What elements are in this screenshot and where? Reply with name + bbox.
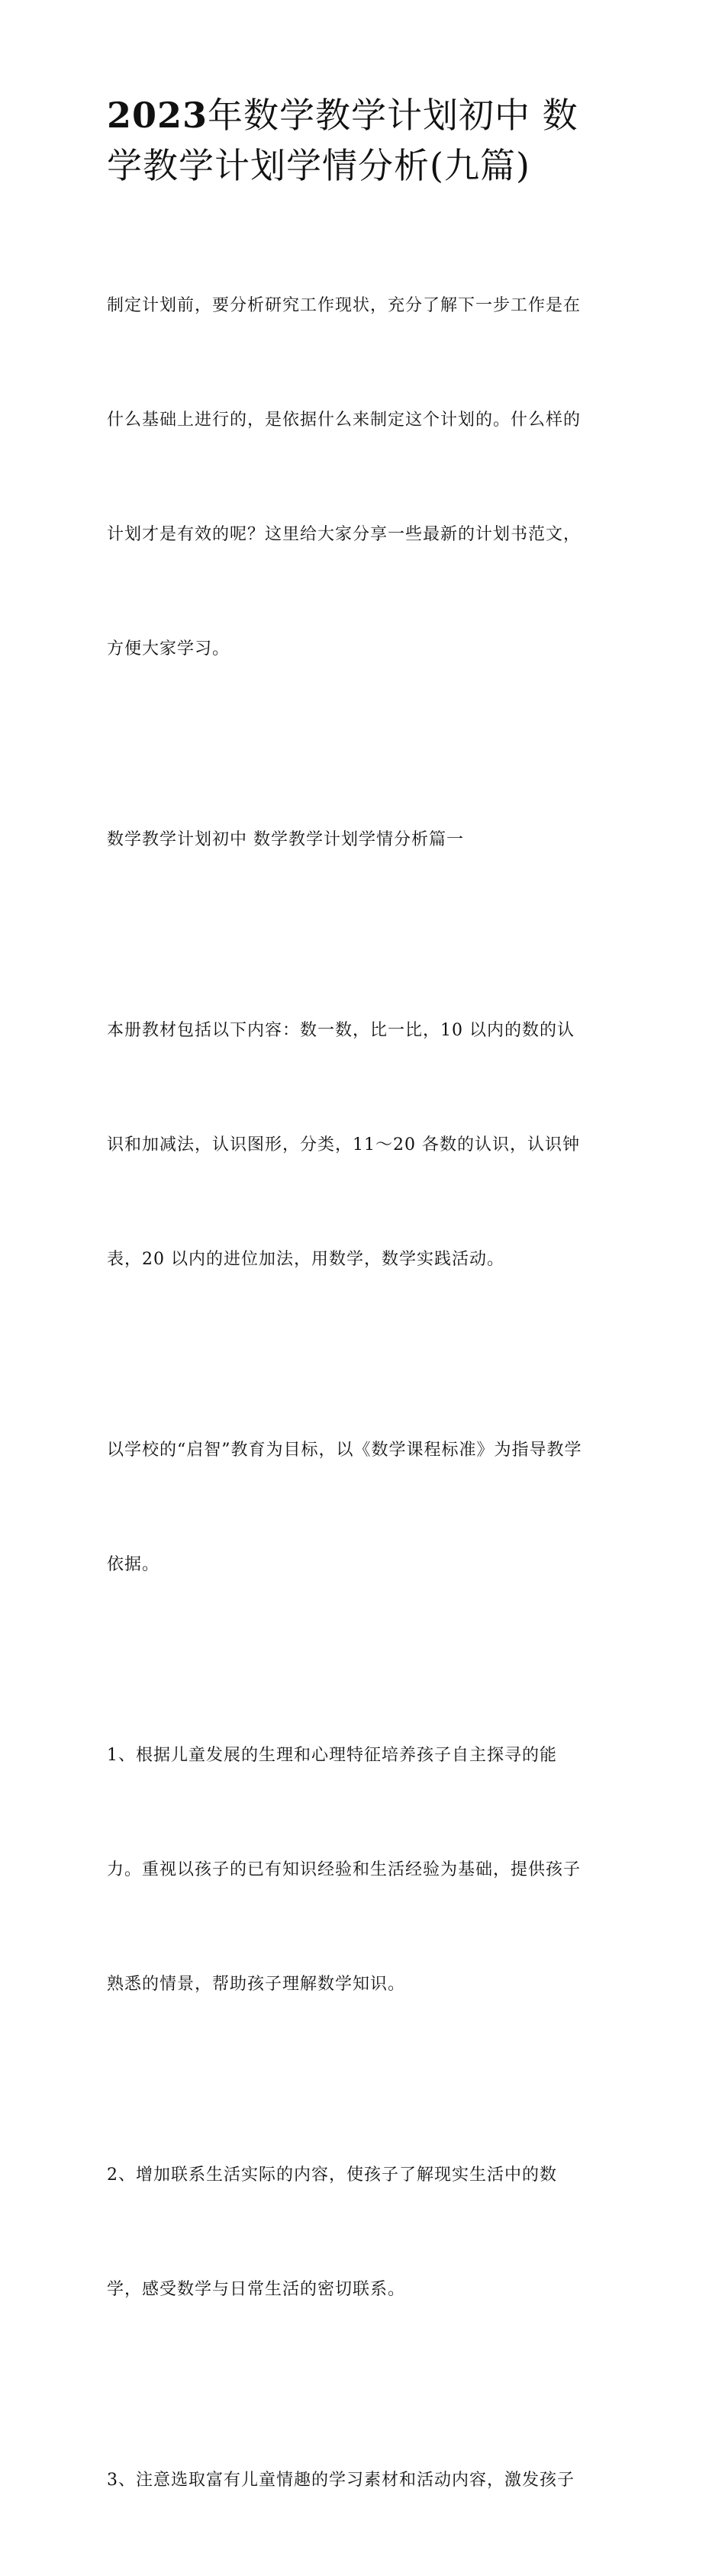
document-body (107, 211, 626, 2576)
text-line: 力。重视以孩子的已有知识经验和生活经验为基础，提供孩子 (107, 1860, 582, 1879)
title-line-2: 学教学计划学情分析(九篇) (107, 145, 530, 186)
list-item-2 (107, 2080, 626, 2385)
text-line: 3、注意选取富有儿童情趣的学习素材和活动内容，激发孩子 (107, 2471, 575, 2490)
document-title (107, 90, 626, 191)
text-line: 什么基础上进行的，是依据什么来制定这个计划的。什么样的 (107, 411, 582, 430)
text-line: 1、根据儿童发展的生理和心理特征培养孩子自主探寻的能 (107, 1746, 557, 1765)
content-paragraph (107, 935, 626, 1355)
text-line: 本册教材包括以下内容：数一数，比一比，10 以内的数的认 (107, 1021, 575, 1040)
text-line: 学，感受数学与日常生活的密切联系。 (107, 2280, 406, 2299)
text-line: 计划才是有效的呢？这里给大家分享一些最新的计划书范文， (107, 525, 582, 544)
list-item-3 (107, 2385, 626, 2576)
goal-paragraph (107, 1355, 626, 1660)
text-line: 方便大家学习。 (107, 639, 230, 658)
title-line-1-text: 年数学教学计划初中 数 (208, 95, 578, 136)
text-line: 数学教学计划初中 数学教学计划学情分析篇一 (107, 830, 464, 849)
title-line-1 (107, 95, 578, 136)
intro-paragraph (107, 211, 626, 745)
document-page (107, 90, 626, 2576)
text-line: 表，20 以内的进位加法，用数学，数学实践活动。 (107, 1250, 504, 1269)
text-line: 2、增加联系生活实际的内容，使孩子了解现实生活中的数 (107, 2165, 557, 2185)
section-heading (107, 745, 626, 935)
text-line: 识和加减法，认识图形，分类，11～20 各数的认识，认识钟 (107, 1135, 580, 1154)
text-line: 依据。 (107, 1555, 160, 1574)
list-item-1 (107, 1660, 626, 2080)
text-line: 制定计划前，要分析研究工作现状，充分了解下一步工作是在 (107, 296, 582, 315)
text-line: 熟悉的情景，帮助孩子理解数学知识。 (107, 1975, 406, 1994)
title-year: 2023 (107, 95, 208, 136)
text-line: 以学校的“启智”教育为目标，以《数学课程标准》为指导教学 (107, 1441, 582, 1460)
